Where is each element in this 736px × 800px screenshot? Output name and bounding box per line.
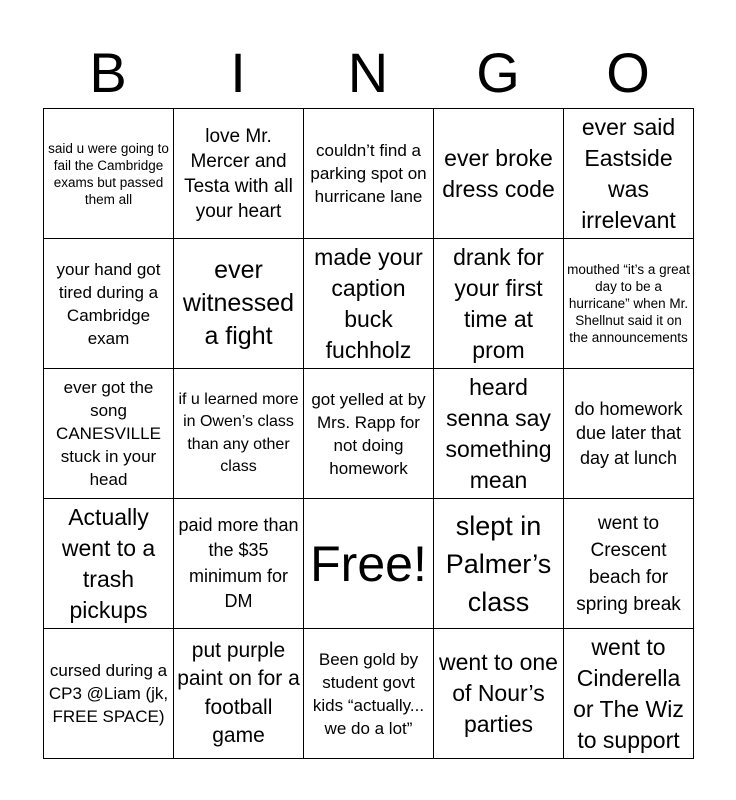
cell-text: ever broke dress code <box>442 144 555 202</box>
bingo-cell-r2c5[interactable] <box>564 239 694 369</box>
bingo-cell-r4c2[interactable] <box>174 499 304 629</box>
cell-text: drank for your first time at prom <box>453 243 544 363</box>
bingo-cell-free[interactable] <box>304 499 434 629</box>
bingo-board <box>43 108 694 759</box>
bingo-cell-r5c5[interactable] <box>564 629 694 759</box>
bingo-cell-r4c5[interactable] <box>564 499 694 629</box>
bingo-cell-r1c4[interactable] <box>434 109 564 239</box>
cell-text: put purple paint on for a football game <box>177 638 300 747</box>
cell-text: mouthed “it’s a great day to be a hurricane” when Mr. Shellnut said it on the announcements <box>567 262 690 345</box>
bingo-cell-r3c2[interactable] <box>174 369 304 499</box>
cell-text: slept in Palmer’s class <box>445 510 552 617</box>
cell-text: ever got the song CANESVILLE stuck in your head <box>56 378 161 489</box>
cell-text: heard senna say something mean <box>445 373 552 493</box>
bingo-cell-r2c1[interactable] <box>44 239 174 369</box>
bingo-cell-r3c1[interactable] <box>44 369 174 499</box>
bingo-header <box>43 38 693 108</box>
cell-text: went to Crescent beach for spring break <box>576 512 681 615</box>
cell-text: ever said Eastside was irrelevant <box>581 113 676 233</box>
bingo-cell-r4c1[interactable] <box>44 499 174 629</box>
cell-text: couldn’t find a parking spot on hurricane lane <box>310 141 427 206</box>
cell-text: your hand got tired during a Cambridge exam <box>56 259 161 348</box>
bingo-cell-r1c5[interactable] <box>564 109 694 239</box>
header-letter-n: N <box>347 41 389 104</box>
cell-text: made your caption buck fuchholz <box>314 243 423 363</box>
bingo-cell-r3c3[interactable] <box>304 369 434 499</box>
cell-text: went to one of Nour’s parties <box>439 649 558 737</box>
bingo-cell-r5c1[interactable] <box>44 629 174 759</box>
bingo-cell-r2c4[interactable] <box>434 239 564 369</box>
bingo-cell-r2c2[interactable] <box>174 239 304 369</box>
bingo-cell-r2c3[interactable] <box>304 239 434 369</box>
cell-text: said u were going to fail the Cambridge exams but passed them all <box>48 140 169 207</box>
cell-text: Actually went to a trash pickups <box>61 503 156 623</box>
cell-text: do homework due later that day at lunch <box>574 398 683 468</box>
bingo-cell-r1c2[interactable] <box>174 109 304 239</box>
cell-text: went to Cinderella or The Wiz to support <box>573 633 684 753</box>
header-letter-o: O <box>606 41 650 104</box>
bingo-cell-r5c3[interactable] <box>304 629 434 759</box>
cell-text: got yelled at by Mrs. Rapp for not doing homework <box>311 389 426 478</box>
header-letter-g: G <box>476 41 520 104</box>
bingo-cell-r1c1[interactable] <box>44 109 174 239</box>
bingo-cell-r5c2[interactable] <box>174 629 304 759</box>
bingo-cell-r5c4[interactable] <box>434 629 564 759</box>
cell-text: if u learned more in Owen’s class than any other class <box>178 390 299 475</box>
header-letter-i: I <box>230 41 246 104</box>
free-space-text: Free! <box>310 535 427 592</box>
header-letter-b: B <box>89 41 127 104</box>
bingo-cell-r3c4[interactable] <box>434 369 564 499</box>
cell-text: paid more than the $35 minimum for DM <box>178 514 299 611</box>
cell-text: love Mr. Mercer and Testa with all your heart <box>184 125 293 222</box>
bingo-cell-r4c4[interactable] <box>434 499 564 629</box>
cell-text: ever witnessed a fight <box>182 256 295 350</box>
cell-text: cursed during a CP3 @Liam (jk, FREE SPACE) <box>48 661 169 726</box>
bingo-cell-r1c3[interactable] <box>304 109 434 239</box>
bingo-cell-r3c5[interactable] <box>564 369 694 499</box>
cell-text: Been gold by student govt kids “actually... we do a lot” <box>312 649 425 738</box>
